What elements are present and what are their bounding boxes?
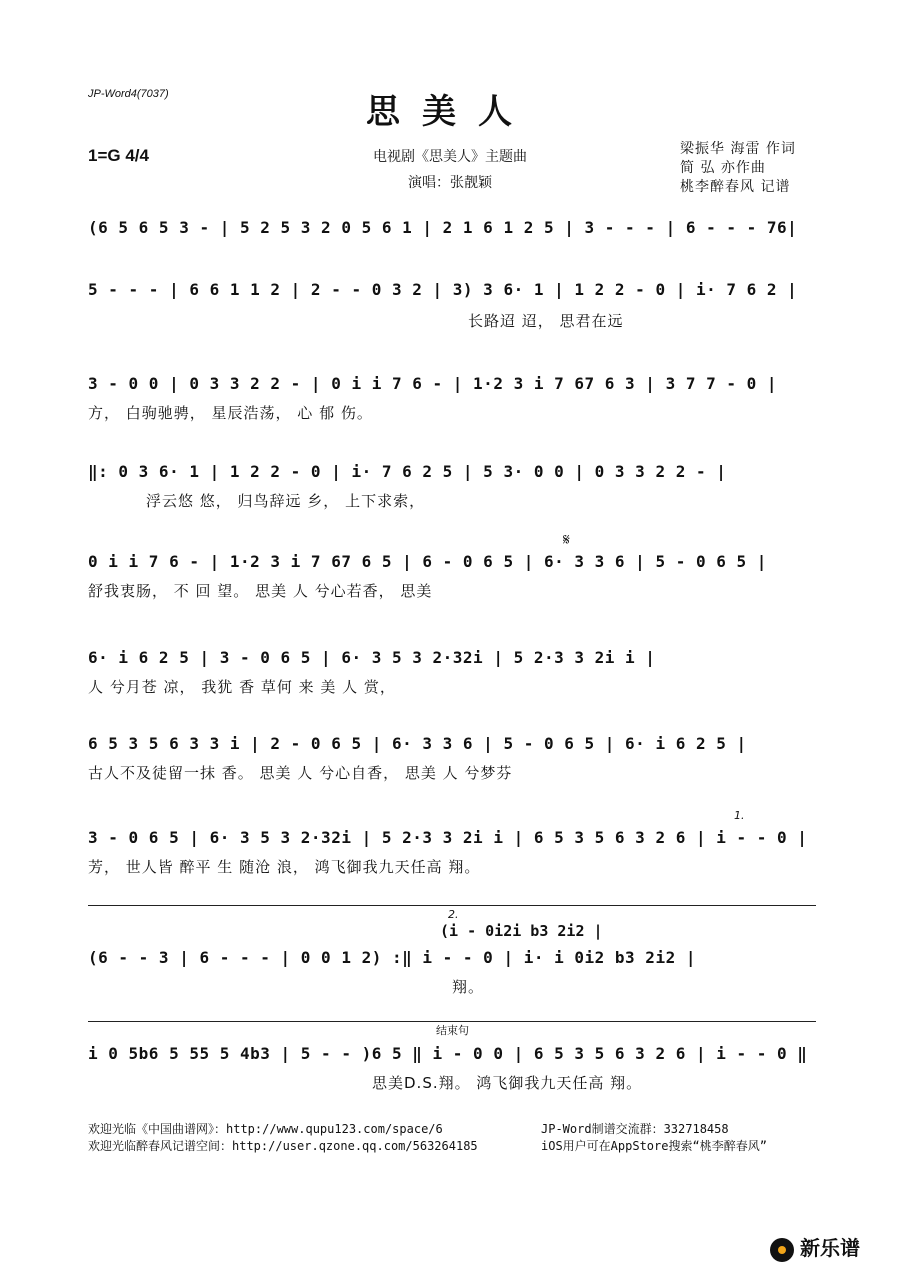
score-row-6-lyrics: 人 兮月苍 凉， 我犹 香 草何 来 美 人 赏， xyxy=(88,678,396,696)
score-row-10-notes: i 0 5b6 5 55 5 4b3 | 5 - - )6 5 ‖ i - 0 0 | 6 5 3 5 6 3 2 6 | i - - 0 ‖ xyxy=(88,1044,808,1063)
second-ending-label: 2. xyxy=(448,908,459,921)
footer-ios-info: iOS用户可在AppStore搜索“桃李醉春风” xyxy=(541,1139,767,1153)
score-row-1-notes: (6 5 6 5 3 - | 5 2 5 3 2 0 5 6 1 | 2 1 6 1 2 5 | 3 - - - | 6 - - - 76| xyxy=(88,218,798,237)
coda-label: 结束句 xyxy=(436,1024,469,1037)
score-row-8-lyrics: 芳， 世人皆 醉平 生 随沧 浪， 鸿飞御我九天任高 翔。 xyxy=(88,858,481,876)
song-title: 思美人 xyxy=(366,92,534,132)
score-row-3-lyrics: 方， 白驹驰骋， 星辰浩荡， 心 郁 伤。 xyxy=(88,404,373,422)
singer-credit: 演唱：张靓颖 xyxy=(408,175,492,191)
score-row-9-notes: (6 - - 3 | 6 - - - | 0 0 1 2) :‖ i - - 0 | i· i 0i2 b3 2i2 | xyxy=(88,948,696,967)
score-row-2-lyrics: 长路迢 迢， 思君在远 xyxy=(468,312,624,330)
score-row-10-lyrics: 思美D.S.翔。 鸿飞御我九天任高 翔。 xyxy=(372,1074,643,1092)
score-row-8-notes: 3 - 0 6 5 | 6· 3 5 3 2·32i | 5 2·3 3 2i i | 6 5 3 5 6 3 2 6 | i - - 0 | xyxy=(88,828,808,847)
footer-site-link: 欢迎光临《中国曲谱网》：http://www.qupu123.com/space/6 xyxy=(88,1122,443,1136)
section-divider xyxy=(88,905,816,906)
score-row-2-notes: 5 - - - | 6 6 1 1 2 | 2 - - 0 3 2 | 3) 3 6· 1 | 1 2 2 - 0 | i· 7 6 2 | xyxy=(88,280,798,299)
segno-mark: 𝄋 xyxy=(563,530,570,549)
score-row-5-lyrics: 舒我衷肠， 不 回 望。 思美 人 兮心若香， 思美 xyxy=(88,582,433,600)
key-signature: 1=G 4/4 xyxy=(88,146,149,165)
version-label: JP-Word4(7037) xyxy=(88,88,169,100)
second-ending-alt-notes: (i - 0i2i b3 2i2 | xyxy=(440,922,603,940)
score-row-6-notes: 6· i 6 2 5 | 3 - 0 6 5 | 6· 3 5 3 2·32i | 5 2·3 3 2i i | xyxy=(88,648,656,667)
score-row-4-notes: ‖: 0 3 6· 1 | 1 2 2 - 0 | i· 7 6 2 5 | 5 3· 0 0 | 0 3 3 2 2 - | xyxy=(88,462,727,481)
score-row-4-lyrics: 浮云悠 悠， 归鸟辞远 乡， 上下求索， xyxy=(146,492,426,510)
score-row-7-lyrics: 古人不及徒留一抹 香。 思美 人 兮心自香， 思美 人 兮梦芬 xyxy=(88,764,513,782)
watermark-logo xyxy=(770,1232,860,1262)
first-ending-label: 1. xyxy=(734,809,745,822)
score-row-7-notes: 6 5 3 5 6 3 3 i | 2 - 0 6 5 | 6· 3 3 6 | 5 - 0 6 5 | 6· i 6 2 5 | xyxy=(88,734,747,753)
score-row-3-notes: 3 - 0 0 | 0 3 3 2 2 - | 0 i i 7 6 - | 1·2 3 i 7 67 6 3 | 3 7 7 - 0 | xyxy=(88,374,778,393)
footer-group-info: JP-Word制谱交流群：332718458 xyxy=(541,1122,729,1136)
subtitle: 电视剧《思美人》主题曲 xyxy=(373,149,527,165)
lyricist-credit: 梁振华 海雷 作词 xyxy=(680,141,796,157)
score-row-9-lyrics: 翔。 xyxy=(452,978,485,996)
footer-qzone-link: 欢迎光临醉春风记谱空间：http://user.qzone.qq.com/563264185 xyxy=(88,1139,478,1153)
watermark-text: 新乐谱 xyxy=(800,1236,860,1260)
composer-credit: 简 弘 亦作曲 xyxy=(680,160,766,176)
transcriber-credit: 桃李醉春风 记谱 xyxy=(680,179,791,195)
score-row-5-notes: 0 i i 7 6 - | 1·2 3 i 7 67 6 5 | 6 - 0 6 5 | 6· 3 3 6 | 5 - 0 6 5 | xyxy=(88,552,767,571)
record-disc-icon xyxy=(770,1238,794,1262)
